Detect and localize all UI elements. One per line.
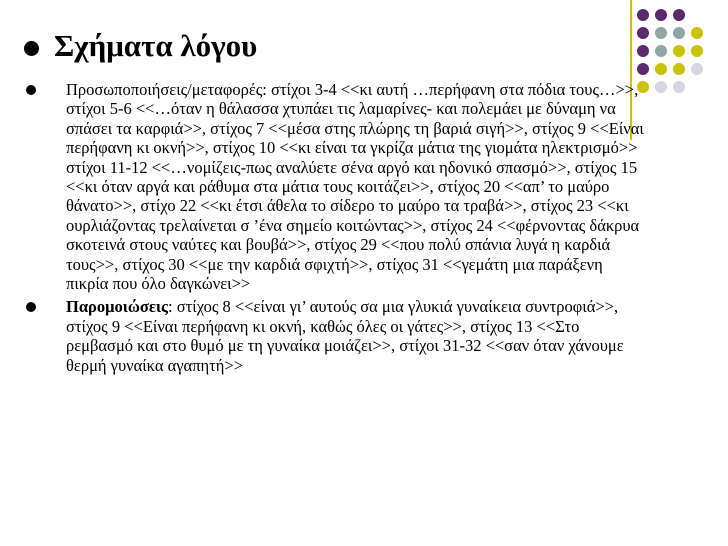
bullet-icon [26,302,36,312]
decorative-dot-grid [637,9,727,139]
decorative-dot [637,45,649,57]
decorative-dot [655,27,667,39]
decorative-dot [655,81,667,93]
bullet-icon [26,85,36,95]
decorative-dot [655,63,667,75]
decorative-dot [691,45,703,57]
bullet-item-text: Προσωποποιήσεις/μεταφορές: στίχοι 3-4 <<κι αυτή …περήφανη στα πόδια τους…>>, στίχοι 5-6 <<…όταν η θάλασσα χτυπάει τις λαμαρίνες- και πολεμάει με δύναμη να σπάσει τα καρφιά>>, στίχος 7 <<μέσα στης πλώρης τη βαριά σιγή>>, στίχος 9 <<Είναι περήφανη κι οκνή>>, στίχος 10 <<κι είναι τα γκρίζα μάτια της γιομάτα ηλεκτρισμό>> στίχοι 11-12 <<…νομίζεις-πως αναλύετε σένα αργό και ηδονικό σπασμό>>, στίχος 15 <<κι όταν αργά και ράθυμα στα μάτια τους κοιτάζει>>, στίχος 20 <<απ’ το μαύρο θάνατο>>, στίχο 22 <<κι έτσι άθελα το σίδερο το μαύρο τα τραβά>>, στίχος 23 <<κι ουρλιάζοντας τρελαίνεται σ ’ένα σημείο κοιτώντας>>, στίχος 24 <<φέρνοντας δάκρυα σκοτεινά στους ναύτες και βουβά>>, στίχος 29 <<που πολύ σπάνια λυγά η καρδιά τους>>, στίχος 30 <<με την καρδιά σφιχτή>>, στίχος 31 <<γεμάτη μια παράξενη πικρία που όλο δαγκώνει>> [66,80,644,294]
title-row [24,28,257,64]
bullet-item-text: : στίχος 8 <<είναι γι’ αυτούς σα μια γλυκιά γυναίκεια συντροφιά>>, στίχος 9 <<Είναι περήφανη κι οκνή, καθώς όλες οι γάτες>>, στίχος 13 <<Στο ρεμβασμό και στο θυμό με τη γυναίκα μοιάζει>>, στίχοι 31-32 <<σαν όταν χάνουμε θερμή γυναίκα αγαπητή>> [66,297,624,375]
bullet-list [24,80,646,379]
decorative-dot [637,9,649,21]
bullet-item-metaphors [24,80,646,293]
decorative-dot [637,63,649,75]
decorative-dot [691,63,703,75]
decorative-dot [673,81,685,93]
bullet-item-label: Παρομοιώσεις [66,297,169,317]
bullet-item-similes [24,297,646,375]
title-bullet-icon [24,41,39,56]
decorative-dot [655,45,667,57]
decorative-dot [691,27,703,39]
decorative-dot [673,9,685,21]
decorative-dot [673,63,685,75]
decorative-dot [655,9,667,21]
decorative-dot [637,27,649,39]
decorative-dot [673,27,685,39]
decorative-dot [673,45,685,57]
slide-title: Σχήματα λόγου [54,28,258,63]
